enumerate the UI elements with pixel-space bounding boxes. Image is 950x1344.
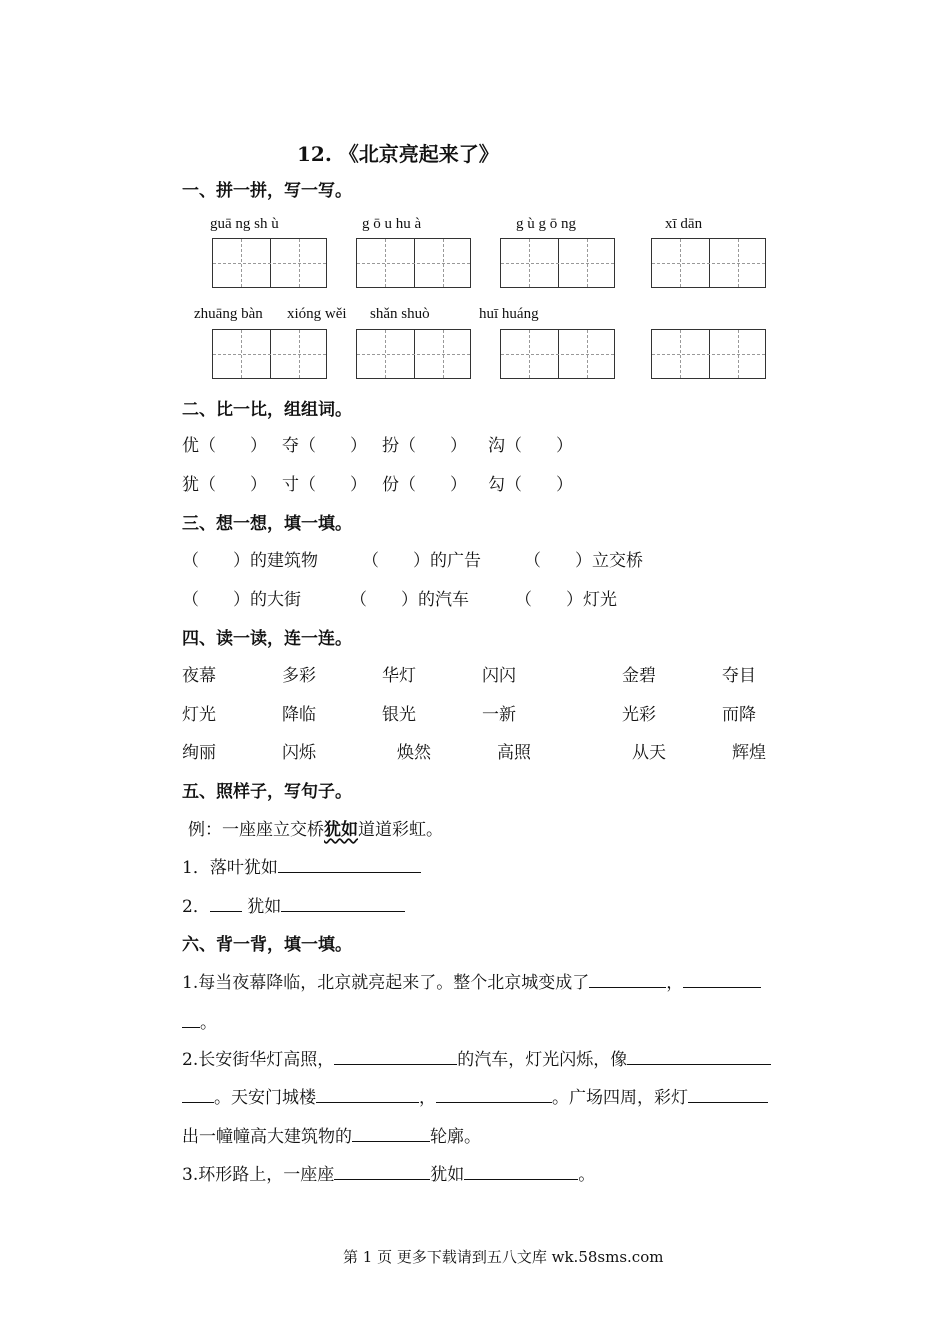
compare-item: 份（ ）: [382, 475, 467, 495]
match-word: 金碧: [622, 666, 656, 686]
match-word: 灯光: [182, 705, 216, 725]
sentence-2-text: 犹如: [247, 897, 282, 917]
writing-box[interactable]: [212, 329, 327, 379]
answer-blank[interactable]: [316, 1085, 419, 1103]
page-title: 12. 《北京亮起来了》: [297, 142, 499, 166]
compare-item: 勾（ ）: [488, 475, 573, 495]
match-word: 闪闪: [482, 666, 516, 686]
answer-blank[interactable]: [627, 1047, 771, 1065]
match-word: 夺目: [722, 666, 756, 686]
recite-text: 1.每当夜幕降临，北京就亮起来了。整个北京城变成了: [182, 973, 590, 993]
compare-item: 扮（ ）: [382, 436, 467, 456]
fill-item: （ ）灯光: [515, 590, 617, 610]
answer-blank[interactable]: [589, 970, 666, 988]
fill-item: （ ）的广告: [362, 551, 481, 571]
pinyin-3: g ù g ō ng: [516, 216, 576, 232]
writing-box[interactable]: [651, 238, 766, 288]
compare-item: 寸（ ）: [282, 475, 367, 495]
answer-blank[interactable]: [436, 1085, 552, 1103]
match-word: 绚丽: [182, 743, 216, 763]
match-word: 降临: [282, 705, 316, 725]
example-sentence: [188, 815, 443, 840]
recite-text: 轮廓。: [430, 1127, 481, 1147]
sentence-1: [182, 853, 421, 878]
answer-blank[interactable]: [334, 1162, 430, 1180]
compare-item: 优（ ）: [182, 436, 267, 456]
answer-blank[interactable]: [683, 970, 761, 988]
compare-item: 夺（ ）: [282, 436, 367, 456]
writing-box[interactable]: [500, 238, 615, 288]
answer-blank[interactable]: [182, 1085, 214, 1103]
recite-text: ，: [666, 973, 684, 993]
section-4-heading: 四、读一读，连一连。: [182, 629, 352, 649]
page-footer: 第 1 页 更多下载请到五八文库 wk.58sms.com: [343, 1248, 664, 1266]
recite-text: ，: [419, 1088, 436, 1108]
answer-blank[interactable]: [182, 1010, 200, 1028]
writing-box[interactable]: [356, 238, 471, 288]
match-word: 闪烁: [282, 743, 316, 763]
recite-text: 。天安门城楼: [214, 1088, 316, 1108]
example-prefix: 例：一座座立交桥: [188, 820, 324, 840]
compare-item: 犹（ ）: [182, 475, 267, 495]
match-word: 银光: [382, 705, 416, 725]
recite-text: 2.长安街华灯高照，: [182, 1050, 335, 1070]
section-6-heading: 六、背一背，填一填。: [182, 935, 352, 955]
pinyin-7: shǎn shuò: [370, 306, 430, 322]
compare-item: 沟（ ）: [488, 436, 573, 456]
sentence-2: [182, 892, 405, 917]
recite-text: 。: [578, 1165, 596, 1185]
match-word: 辉煌: [732, 743, 766, 763]
example-suffix: 道道彩虹。: [358, 820, 443, 840]
pinyin-6: xióng wěi: [287, 306, 347, 322]
answer-blank[interactable]: [281, 894, 405, 912]
match-word: 光彩: [622, 705, 656, 725]
sentence-2-num: 2．: [182, 897, 210, 917]
section-2-heading: 二、比一比，组组词。: [182, 400, 352, 420]
writing-box[interactable]: [651, 329, 766, 379]
recite-text: 3.环形路上，一座座: [182, 1165, 335, 1185]
section-3-heading: 三、想一想，填一填。: [182, 514, 352, 534]
recite-p2-line3: [182, 1122, 481, 1147]
sentence-1-text: 1．落叶犹如: [182, 858, 278, 878]
fill-item: （ ）的汽车: [350, 590, 469, 610]
pinyin-5: zhuāng bàn: [194, 306, 263, 322]
pinyin-1: guā ng sh ù: [210, 216, 279, 232]
recite-p2-line1: [182, 1045, 771, 1070]
answer-blank[interactable]: [688, 1085, 768, 1103]
recite-p3: [182, 1160, 595, 1185]
example-keyword: 犹如: [324, 820, 358, 840]
answer-blank[interactable]: [352, 1124, 430, 1142]
recite-text: 出一幢幢高大建筑物的: [182, 1127, 352, 1147]
writing-box[interactable]: [212, 238, 327, 288]
answer-blank[interactable]: [464, 1162, 578, 1180]
match-word: 从天: [632, 743, 666, 763]
answer-blank[interactable]: [278, 855, 421, 873]
pinyin-8: huī huáng: [479, 306, 539, 322]
recite-p1-line2: [182, 1008, 217, 1033]
recite-p2-line2: [182, 1083, 768, 1108]
recite-p1-line1: [182, 968, 761, 993]
pinyin-2: g ō u hu à: [362, 216, 422, 232]
recite-text: 的汽车，灯光闪烁，像: [457, 1050, 628, 1070]
writing-box[interactable]: [356, 329, 471, 379]
match-word: 夜幕: [182, 666, 216, 686]
fill-item: （ ）的建筑物: [182, 551, 318, 571]
match-word: 华灯: [382, 666, 416, 686]
recite-text: 。广场四周，彩灯: [552, 1088, 688, 1108]
fill-item: （ ）立交桥: [524, 551, 643, 571]
section-1-heading: 一、拼一拼，写一写。: [182, 181, 352, 201]
match-word: 一新: [482, 705, 516, 725]
match-word: 高照: [497, 743, 531, 763]
recite-text: 。: [200, 1013, 217, 1033]
match-word: 焕然: [397, 743, 431, 763]
recite-text: 犹如: [430, 1165, 465, 1185]
match-word: 而降: [722, 705, 756, 725]
pinyin-4: xī dān: [665, 216, 703, 232]
answer-blank[interactable]: [210, 894, 242, 912]
section-5-heading: 五、照样子，写句子。: [182, 782, 352, 802]
writing-box[interactable]: [500, 329, 615, 379]
answer-blank[interactable]: [334, 1047, 457, 1065]
fill-item: （ ）的大街: [182, 590, 301, 610]
match-word: 多彩: [282, 666, 316, 686]
